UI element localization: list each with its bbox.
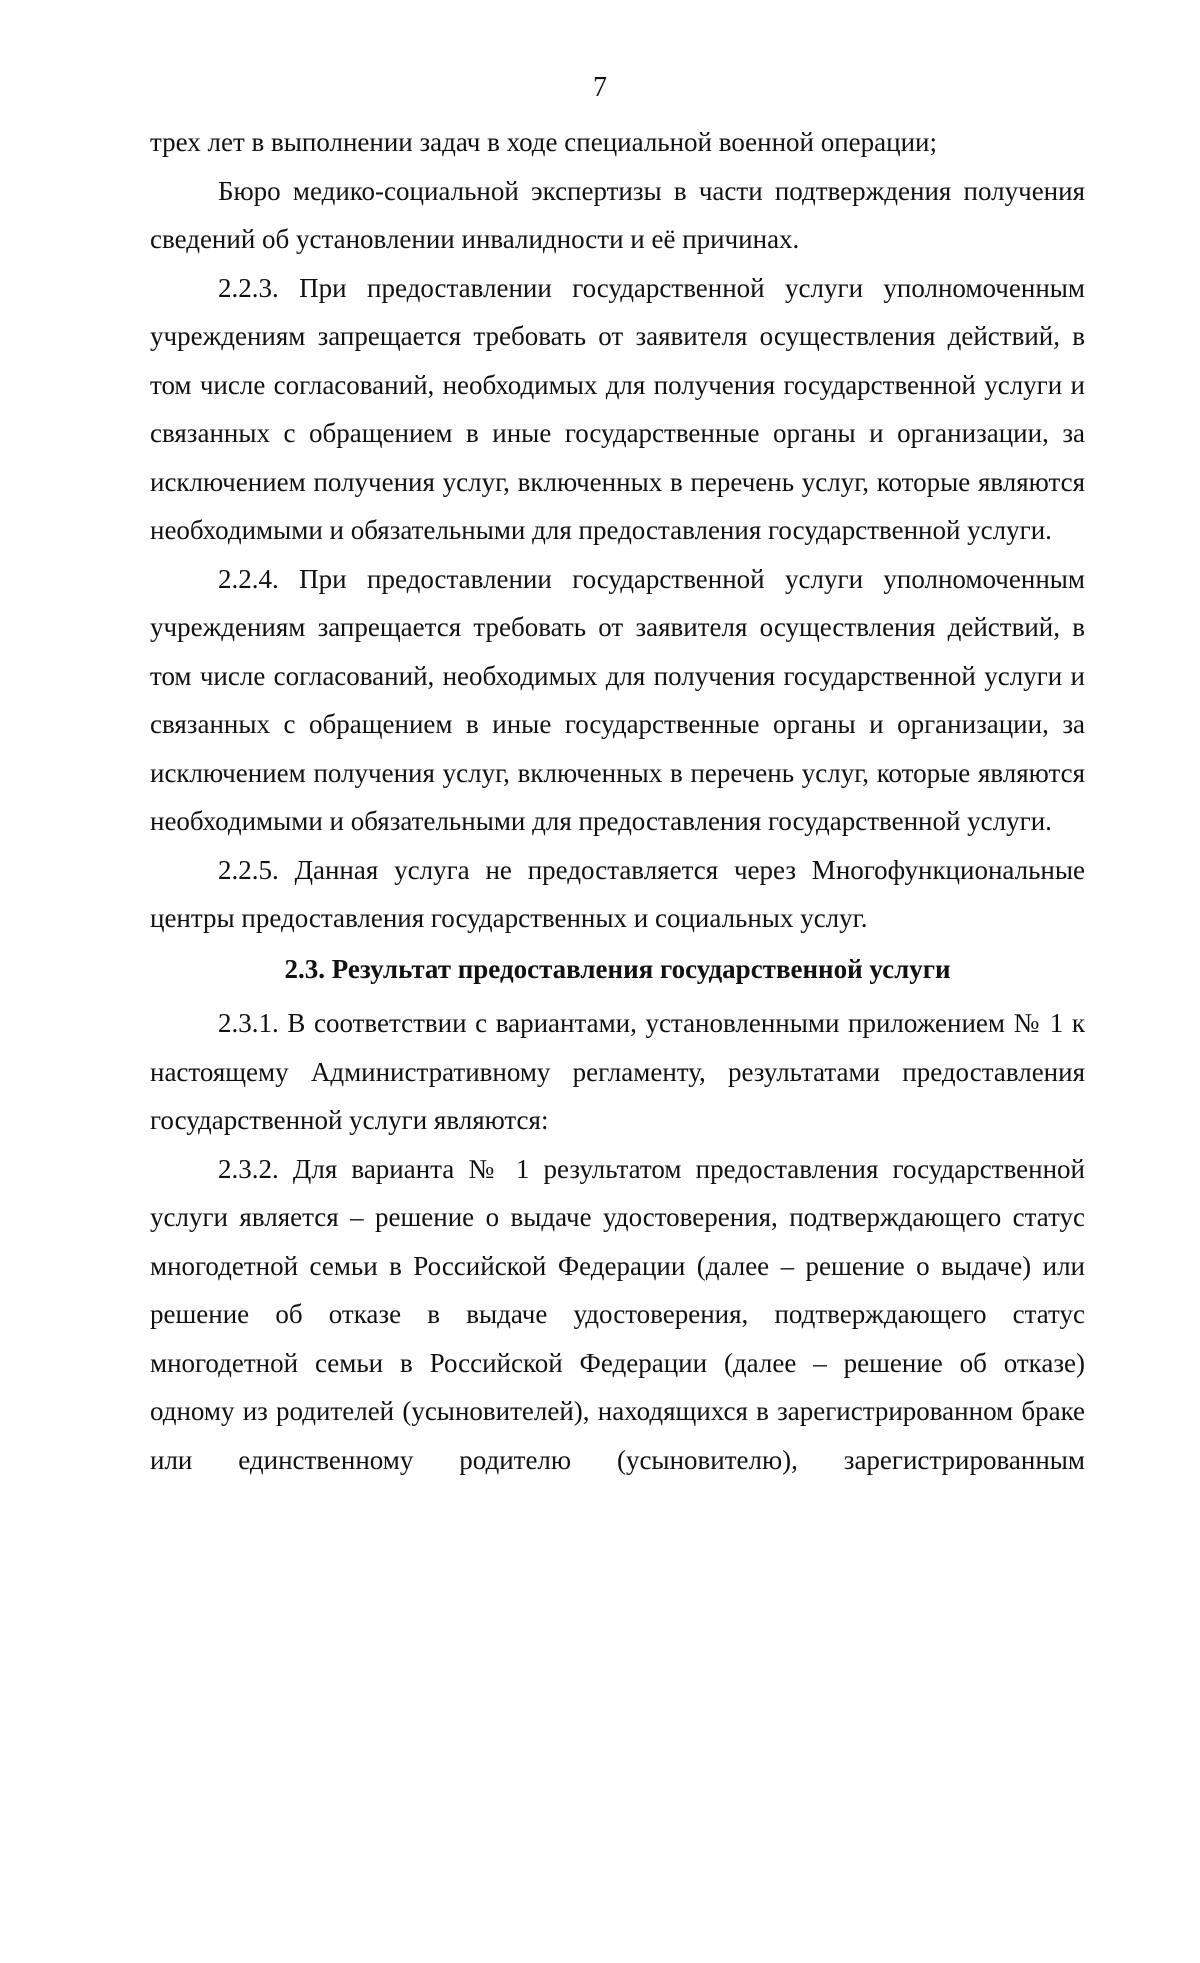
paragraph-2-2-4: 2.2.4. При предоставлении государственной услуги уполномоченным учреждениям запрещается требовать от заявителя осуществления действий, в том числе согласований, необходимых для получения государственной услуги и связанных с обращением в иные государственные органы и организации, за исключением получения услуг, включенных в перечень услуг, которые являются необходимыми и обязательными для предоставления государственной услуги.: [150, 563, 1085, 836]
continuation-paragraph: трех лет в выполнении задач в ходе специальной военной операции;: [150, 127, 937, 157]
paragraph-bureau-mse: Бюро медико-социальной экспертизы в части подтверждения получения сведений об установлении инвалидности и её причинах.: [150, 175, 1085, 254]
paragraph-2-2-5: 2.2.5. Данная услуга не предоставляется через Многофункциональные центры предоставления государственных и социальных услуг.: [150, 854, 1085, 933]
page-number: 7: [593, 72, 607, 103]
document-body: [150, 118, 1085, 1484]
paragraph-2-3-2: 2.3.2. Для варианта № 1 результатом предоставления государственной услуги является – решение о выдаче удостоверения, подтверждающего статус многодетной семьи в Российской Федерации (далее – решение о выдаче) или решение об отказе в выдаче удостоверения, подтверждающего статус многодетной семьи в Российской Федерации (далее – решение об отказе) одному из родителей (усыновителей), находящихся в зарегистрированном браке или единственному родителю (усыновителю), зарегистрированным: [150, 1153, 1085, 1475]
paragraph-2-3-1: 2.3.1. В соответствии с вариантами, установленными приложением № 1 к настоящему Административному регламенту, результатами предоставления государственной услуги являются:: [150, 1008, 1085, 1135]
paragraph-2-2-3: 2.2.3. При предоставлении государственной услуги уполномоченным учреждениям запрещается требовать от заявителя осуществления действий, в том числе согласований, необходимых для получения государственной услуги и связанных с обращением в иные государственные органы и организации, за исключением получения услуг, включенных в перечень услуг, которые являются необходимыми и обязательными для предоставления государственной услуги.: [150, 272, 1085, 545]
section-heading-2-3: 2.3. Результат предоставления государственной услуги: [284, 953, 951, 984]
